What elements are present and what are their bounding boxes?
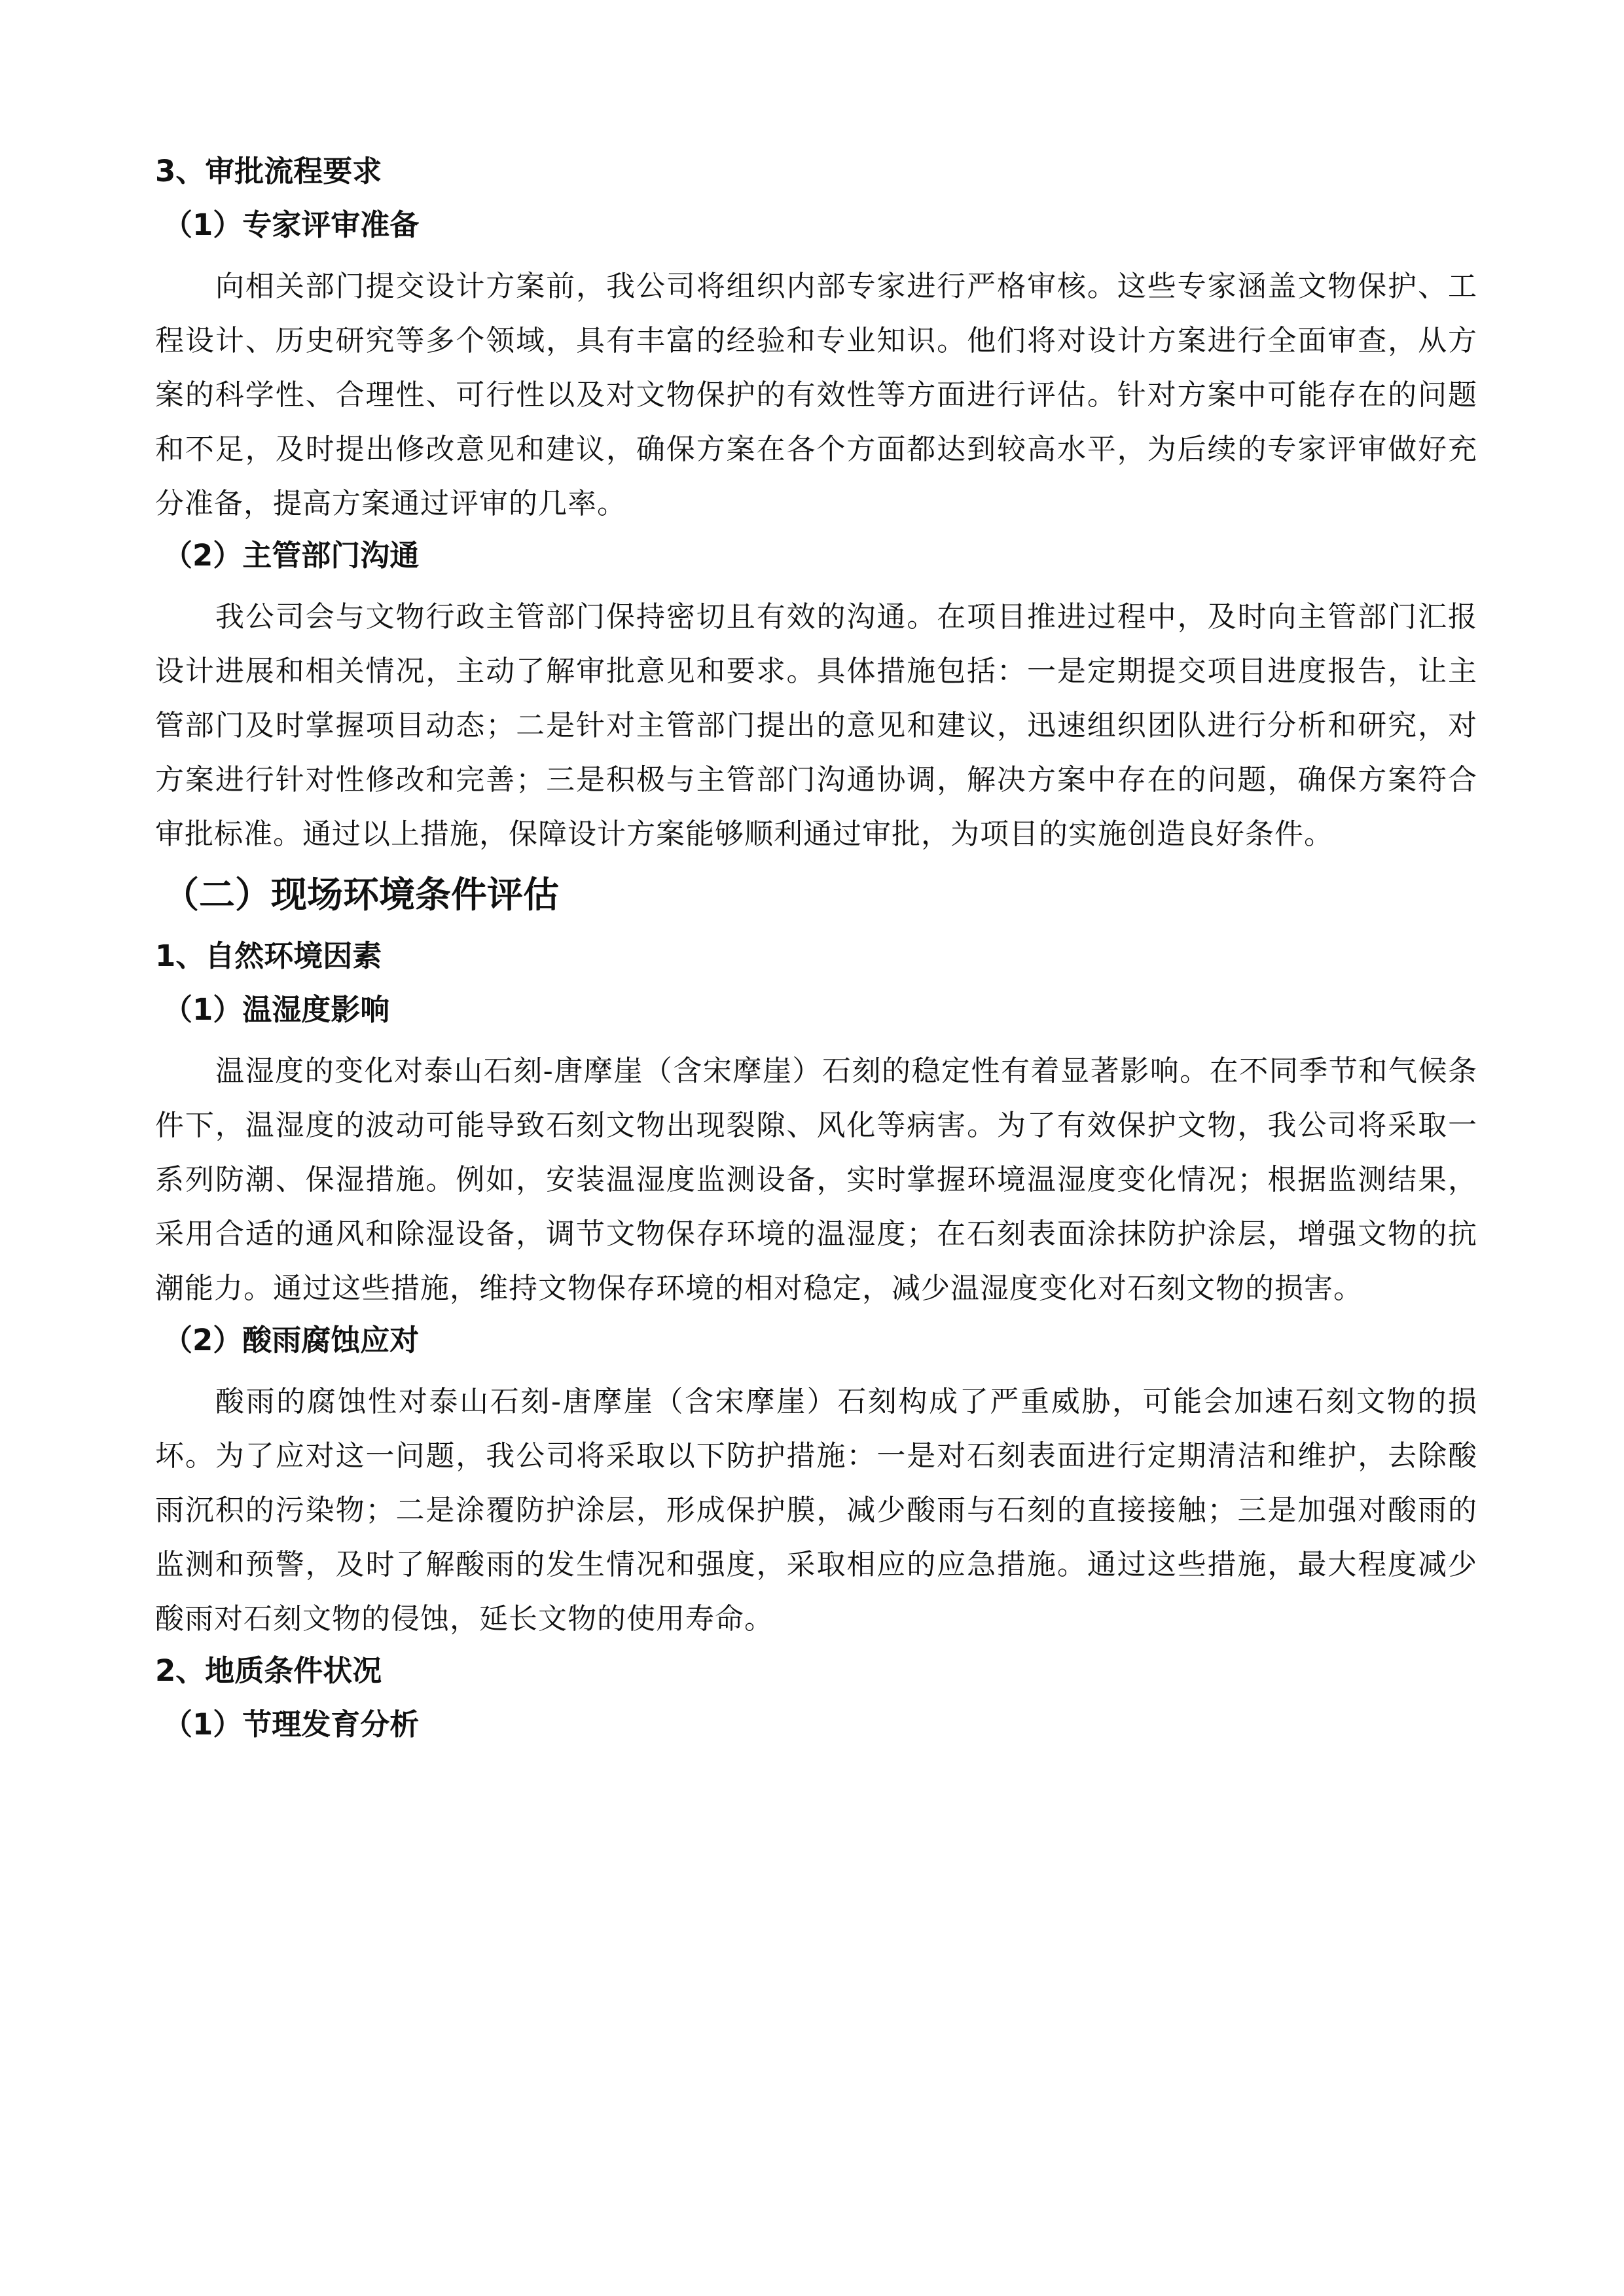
- heading-expert-review: （1）专家评审准备: [163, 207, 420, 242]
- heading-acid-rain: （2）酸雨腐蚀应对: [163, 1323, 420, 1357]
- paragraph-humidity-impact: 温湿度的变化对泰山石刻-唐摩崖（含宋摩崖）石刻的稳定性有着显著影响。在不同季节和气候条件下，温湿度的波动可能导致石刻文物出现裂隙、风化等病害。为了有效保护文物，我公司将采取一系列防潮、保湿措施。例如，安装温湿度监测设备，实时掌握环境温湿度变化情况；根据监测结果，采用合适的通风和除湿设备，调节文物保存环境的温湿度；在石刻表面涂抹防护涂层，增强文物的抗潮能力。通过这些措施，维持文物保存环境的相对稳定，减少温湿度变化对石刻文物的损害。: [155, 1054, 1477, 1305]
- heading-approval-process: 3、审批流程要求: [155, 154, 382, 188]
- page-content: [155, 152, 1477, 1759]
- heading-joint-analysis: （1）节理发育分析: [163, 1707, 420, 1742]
- paragraph-expert-review: 向相关部门提交设计方案前，我公司将组织内部专家进行严格审核。这些专家涵盖文物保护、工程设计、历史研究等多个领域，具有丰富的经验和专业知识。他们将对设计方案进行全面审查，从方案的科学性、合理性、可行性以及对文物保护的有效性等方面进行评估。针对方案中可能存在的问题和不足，及时提出修改意见和建议，确保方案在各个方面都达到较高水平，为后续的专家评审做好充分准备，提高方案通过评审的几率。: [155, 270, 1477, 520]
- heading-geology: 2、地质条件状况: [155, 1653, 382, 1688]
- paragraph-acid-rain: 酸雨的腐蚀性对泰山石刻-唐摩崖（含宋摩崖）石刻构成了严重威胁，可能会加速石刻文物的损坏。为了应对这一问题，我公司将采取以下防护措施：一是对石刻表面进行定期清洁和维护，去除酸雨沉积的污染物；二是涂覆防护涂层，形成保护膜，减少酸雨与石刻的直接接触；三是加强对酸雨的监测和预警，及时了解酸雨的发生情况和强度，采取相应的应急措施。通过这些措施，最大程度减少酸雨对石刻文物的侵蚀，延长文物的使用寿命。: [155, 1385, 1477, 1636]
- heading-authority-communication: （2）主管部门沟通: [163, 538, 420, 573]
- heading-natural-environment: 1、自然环境因素: [155, 939, 382, 973]
- paragraph-authority-communication: 我公司会与文物行政主管部门保持密切且有效的沟通。在项目推进过程中，及时向主管部门汇报设计进展和相关情况，主动了解审批意见和要求。具体措施包括：一是定期提交项目进度报告，让主管部门及时掌握项目动态；二是针对主管部门提出的意见和建议，迅速组织团队进行分析和研究，对方案进行针对性修改和完善；三是积极与主管部门沟通协调，解决方案中存在的问题，确保方案符合审批标准。通过以上措施，保障设计方案能够顺利通过审批，为项目的实施创造良好条件。: [155, 600, 1477, 851]
- heading-site-assessment: （二）现场环境条件评估: [163, 874, 560, 916]
- heading-humidity-impact: （1）温湿度影响: [163, 992, 390, 1027]
